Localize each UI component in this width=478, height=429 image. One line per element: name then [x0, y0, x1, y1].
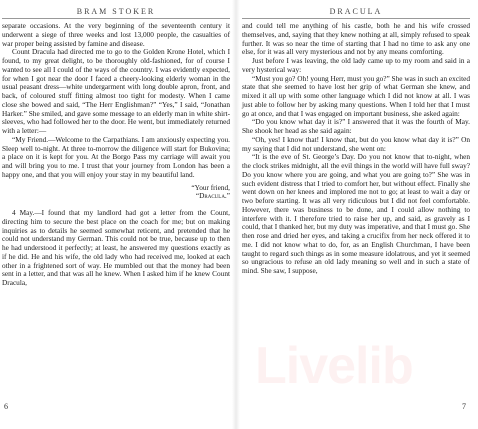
paragraph: Count Dracula had directed me to go to the Golden Krone Hotel, which I found, to my great delight, to be thoroughly old-fashioned, for of course I wanted to see all I could of the ways of the country. I was evidently expected, for when I got near the door I faced a cheery-looking elderly woman in the usual peasant dress—white undergarment with long double apron, front, and back, of coloured stuff fitting almost too tight for modesty. When I came close she bowed and said, “The Herr Englishman?” “Yes,” I said, “Jonathan Harker.” She smiled, and gave some message to an elderly man in white shirt-sleeves, who had followed her to the door. He went, but immediately returned with a letter:— [2, 47, 230, 135]
running-head-right: DRACULA [329, 7, 383, 16]
left-page-text [2, 22, 230, 288]
right-page-text [242, 22, 470, 276]
paragraph: “Oh, yes! I know that! I know that, but do you know what day it is?” On my saying that I did not understand, she went on: [242, 134, 470, 153]
signature-closing: “Your friend, [191, 182, 230, 192]
paragraph: and could tell me anything of his castle, both he and his wife crossed themselves, and, saying that they knew nothing at all, simply refused to speak further. It was so near the time of starting that I had no time to ask any one else, for it was all very mysterious and not by any means comforting. [242, 21, 470, 57]
running-head-left: BRAM STOKER [76, 7, 156, 16]
paragraph: “Must you go? Oh! young Herr, must you go?” She was in such an excited state that she seemed to have lost her grip of what German she knew, and mixed it all up with some other language which I did not know at all. I was just able to follow her by asking many questions. When I told her that I must go at once, and that I was engaged on important business, she asked again: [242, 73, 470, 118]
left-page [0, 0, 232, 429]
signature-name: “Dracula.” [195, 191, 230, 201]
page-number-right: 7 [462, 402, 466, 411]
paragraph: “It is the eve of St. George’s Day. Do you not know that to-night, when the clock strikes midnight, all the evil things in the world will have full sway? Do you know where you are going, and what you are going to?” She was in such evident distress that I tried to comfort her, but without effect. Finally she went down on her knees and implored me not to go; at least to wait a day or two before starting. It was all very ridiculous but I did not feel comfortable. However, there was business to be done, and I could allow nothing to interfere with it. I therefore tried to raise her up, and said, as gravely as I could, that I thanked her, but my duty was imperative, and that I must go. She then rose and dried her eyes, and taking a crucifix from her neck offered it to me. I did not know what to do, for, as an English Churchman, I have been taught to regard such things as in some measure idolatrous, and yet it seemed so ungracious to refuse an old lady meaning so well and in such a state of mind. She saw, I suppose, [242, 152, 470, 275]
page-number-left: 6 [4, 402, 8, 411]
letter-signature [2, 184, 230, 202]
header-rule-right [242, 18, 470, 19]
header-rule-left [2, 18, 230, 19]
book-gutter [232, 0, 240, 429]
paragraph: Just before I was leaving, the old lady came up to my room and said in a very hysterical way: [242, 56, 470, 74]
letter-paragraph: “My Friend.—Welcome to the Carpathians. I am anxiously expecting you. Sleep well to-night. At three to-morrow the diligence will start for Bukovina; a place on it is kept for you. At the Borgo Pass my carriage will await you and will bring you to me. I trust that your journey from London has been a happy one, and that you will enjoy your stay in my beautiful land. [2, 134, 230, 179]
diary-entry: 4 May.—I found that my landlord had got a letter from the Count, directing him to secure the best place on the coach for me; but on making inquiries as to details he seemed somewhat reticent, and pretended that he could not understand my German. This could not be true, because up to then he had understood it perfectly; at least, he answered my questions exactly as if he did. He and his wife, the old lady who had received me, looked at each other in a frightened sort of way. He mumbled out that the money had been sent in a letter, and that was all he knew. When I asked him if he knew Count Dracula, [2, 208, 230, 287]
right-page [240, 0, 472, 429]
paragraph: “Do you know what day it is?” I answered that it was the fourth of May. She shook her head as she said again: [242, 117, 470, 135]
paragraph: separate occasions. At the very beginning of the seventeenth century it underwent a siege of three weeks and lost 13,000 people, the casualties of war proper being assisted by famine and disease. [2, 21, 230, 48]
